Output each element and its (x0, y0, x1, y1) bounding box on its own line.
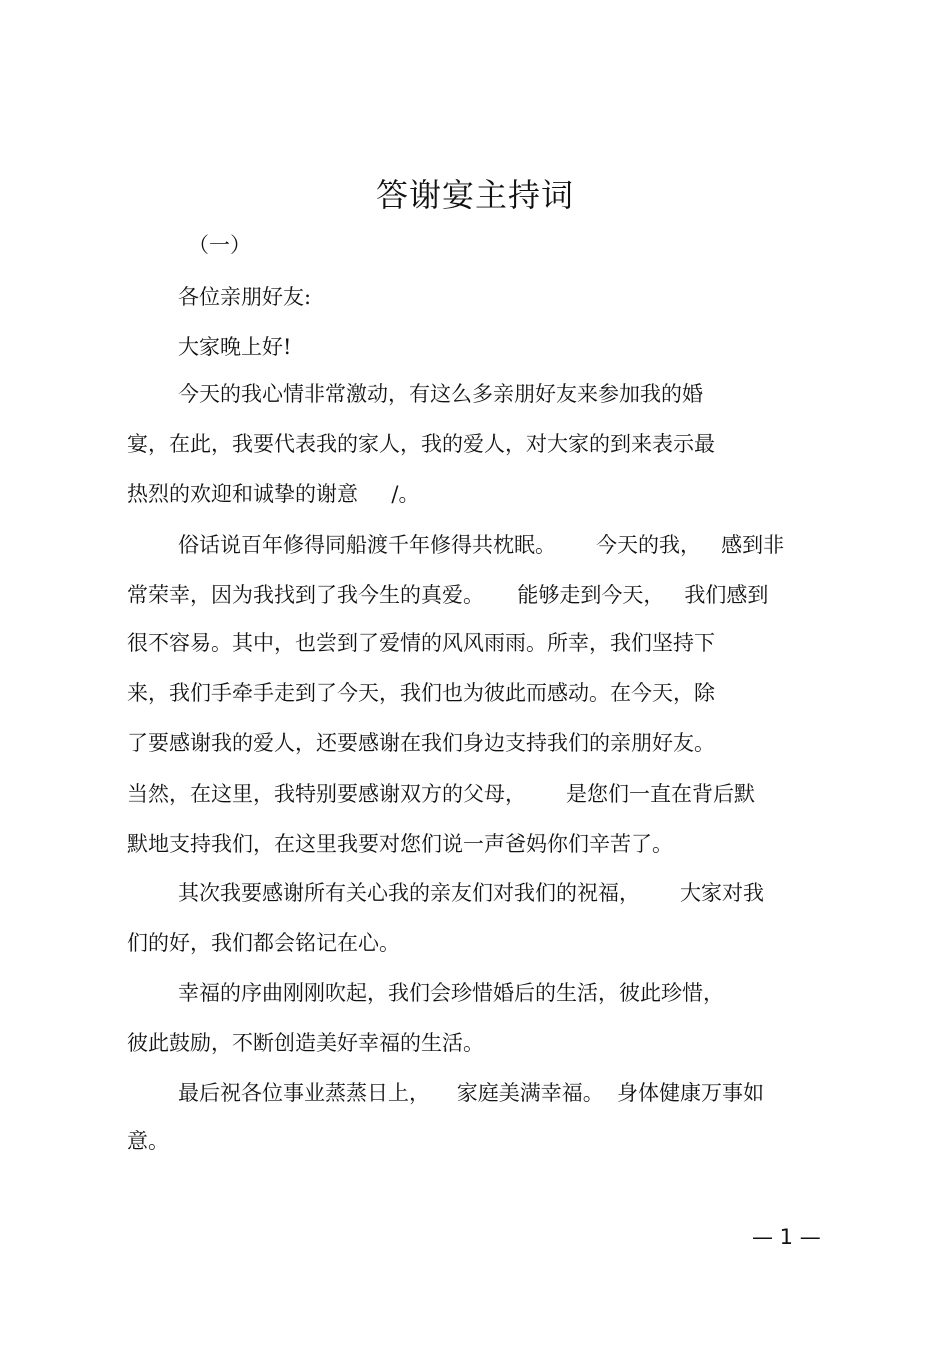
text-line: 俗话说百年修得同船渡千年修得共枕眠。 今天的我， 感到非 (178, 533, 785, 557)
text-line: 们的好，我们都会铭记在心。 (127, 931, 400, 955)
text-line: 幸福的序曲刚刚吹起，我们会珍惜婚后的生活，彼此珍惜， (178, 981, 724, 1005)
text-line: 今天的我心情非常激动，有这么多亲朋好友来参加我的婚 (178, 382, 703, 406)
text-line: 常荣幸，因为我找到了我今生的真爱。 能够走到今天， 我们感到 (127, 583, 769, 607)
text-line: 默地支持我们，在这里我要对您们说一声爸妈你们辛苦了。 (127, 832, 673, 856)
page-number: — 1 — (752, 1225, 821, 1249)
text-line: 彼此鼓励，不断创造美好幸福的生活。 (127, 1031, 484, 1055)
text-line: 大家晚上好! (178, 335, 292, 359)
text-line: 来，我们手牵手走到了今天，我们也为彼此而感动。在今天，除 (127, 681, 715, 705)
text-line: 热烈的欢迎和诚挚的谢意 /。 (127, 482, 420, 506)
text-line: 当然，在这里，我特别要感谢双方的父母， 是您们一直在背后默 (127, 782, 756, 806)
section-marker: （一） (188, 233, 251, 257)
text-line: 意。 (127, 1129, 169, 1153)
text-line: 各位亲朋好友: (178, 285, 312, 309)
text-line: 其次我要感谢所有关心我的亲友们对我们的祝福， 大家对我 (178, 881, 765, 905)
text-line: 最后祝各位事业蒸蒸日上， 家庭美满幸福。 身体健康万事如 (178, 1081, 765, 1105)
document-title: 答谢宴主持词 (375, 176, 574, 214)
text-line: 了要感谢我的爱人，还要感谢在我们身边支持我们的亲朋好友。 (127, 731, 715, 755)
text-line: 很不容易。其中，也尝到了爱情的风风雨雨。所幸，我们坚持下 (127, 631, 715, 655)
text-line: 宴，在此，我要代表我的家人，我的爱人，对大家的到来表示最 (127, 432, 715, 456)
